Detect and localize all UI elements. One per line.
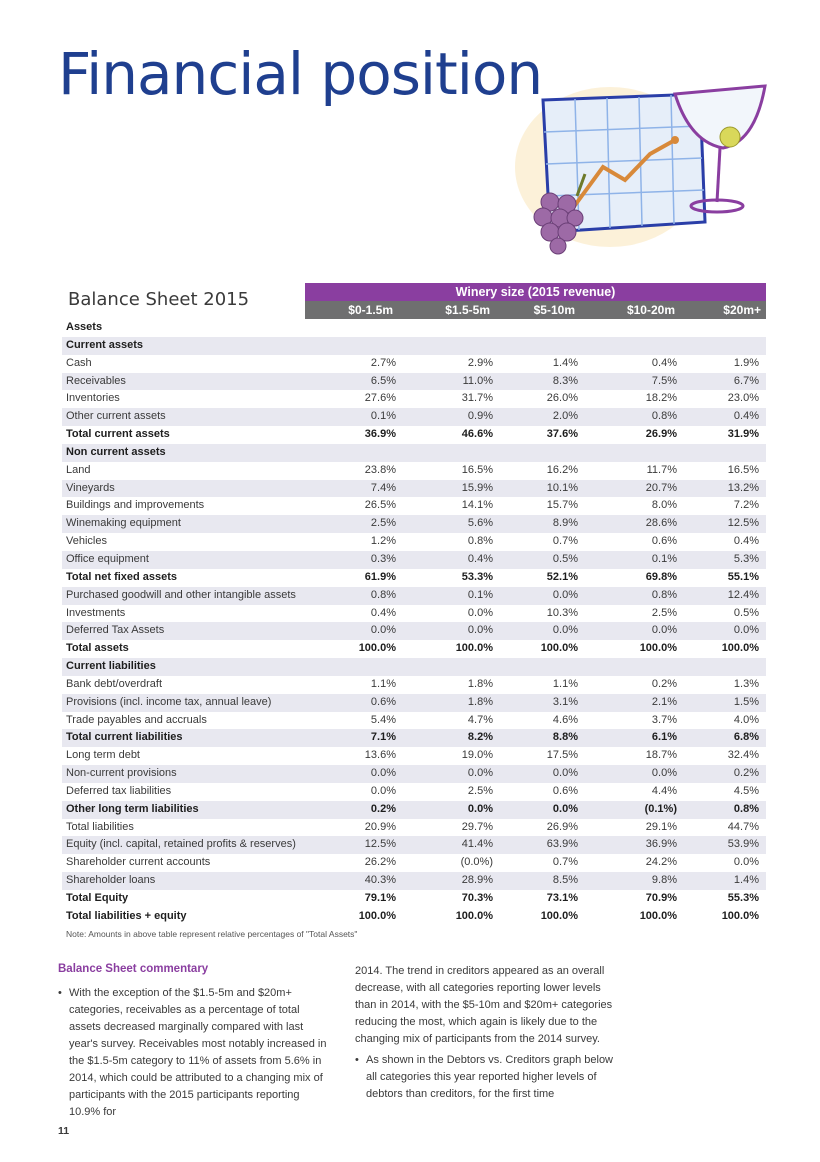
table-row [62, 729, 766, 747]
cell-value: 55.3% [727, 892, 759, 904]
cell-value: 0.0% [370, 624, 396, 637]
cell-value: 0.6% [552, 784, 578, 797]
commentary-bullet [58, 985, 333, 1121]
page-title: Financial position [58, 40, 543, 108]
cell-value: 0.7% [552, 856, 578, 869]
row-label: Non-current provisions [66, 767, 177, 780]
table-row [62, 783, 766, 801]
cell-value: 0.0% [552, 802, 578, 815]
cell-value: 0.0% [733, 856, 759, 869]
cell-value: 1.4% [552, 356, 578, 369]
commentary-bullet-text: As shown in the Debtors vs. Creditors graph below all categories this year reported higher levels of debtors than creditors, for the first time [366, 1054, 614, 1100]
table-row [62, 747, 766, 765]
cell-value: 0.4% [651, 356, 677, 369]
cell-value: 8.8% [552, 731, 578, 744]
cell-value: 8.9% [552, 517, 578, 530]
column-header: $10-20m [626, 303, 675, 317]
cell-value: 13.2% [727, 481, 759, 494]
cell-value: 100.0% [540, 909, 578, 922]
cell-value: 0.0% [651, 624, 677, 637]
cell-value: 0.2% [651, 677, 677, 690]
cell-value: 100.0% [358, 642, 396, 655]
cell-value: 26.0% [546, 392, 578, 405]
table-row [62, 337, 766, 355]
table-row [62, 622, 766, 640]
cell-value: 0.4% [733, 410, 759, 423]
cell-value: 1.3% [733, 677, 759, 690]
cell-value: 0.0% [467, 767, 493, 780]
cell-value: 1.5% [733, 695, 759, 708]
cell-value: 14.1% [461, 499, 493, 512]
row-label: Current assets [66, 338, 144, 351]
table-row [62, 497, 766, 515]
table-row [62, 587, 766, 605]
cell-value: (0.1%) [644, 802, 677, 815]
table-row [62, 533, 766, 551]
row-label: Inventories [66, 392, 120, 405]
cell-value: 15.9% [461, 481, 493, 494]
table-row [62, 373, 766, 391]
cell-value: 0.8% [651, 588, 677, 601]
cell-value: 28.9% [461, 874, 493, 887]
table-row [62, 908, 766, 926]
cell-value: 26.9% [546, 820, 578, 833]
table-row [62, 515, 766, 533]
cell-value: 0.1% [370, 410, 396, 423]
row-label: Total liabilities + equity [66, 909, 187, 922]
cell-value: 16.5% [727, 463, 759, 476]
column-header: $0-1.5m [348, 303, 393, 317]
row-label: Total current assets [66, 428, 170, 441]
cell-value: 7.4% [370, 481, 396, 494]
row-label: Deferred Tax Assets [66, 624, 165, 637]
cell-value: 26.2% [364, 856, 396, 869]
cell-value: 23.8% [364, 463, 396, 476]
cell-value: 23.0% [727, 392, 759, 405]
commentary-bullet-text: With the exception of the $1.5-5m and $20m+ categories, receivables as a percentage of total assets decreased marginally compared with last year's survey. Receivables most notably increased in the $1.5-5m category to 11% of assets from 5.6% in 2014, which could be attributed to a changing mix of participants with the 2015 participants reporting 10.9% for [69, 987, 327, 1118]
commentary-right-column [355, 963, 625, 1103]
cell-value: 73.1% [546, 892, 578, 904]
cell-value: 0.8% [651, 410, 677, 423]
cell-value: 1.8% [467, 677, 493, 690]
cell-value: 0.4% [733, 535, 759, 548]
cell-value: 69.8% [645, 570, 677, 583]
table-row [62, 569, 766, 587]
cell-value: 11.0% [462, 374, 493, 387]
cell-value: 15.7% [546, 499, 578, 512]
table-row [62, 640, 766, 658]
row-label: Vehicles [66, 535, 107, 548]
cell-value: 16.2% [546, 463, 578, 476]
cell-value: 8.0% [651, 499, 677, 512]
cell-value: 24.2% [645, 856, 677, 869]
table-row [62, 872, 766, 890]
cell-value: 0.9% [467, 410, 493, 423]
table-row [62, 819, 766, 837]
cell-value: 29.7% [461, 820, 493, 833]
cell-value: 0.3% [370, 552, 396, 565]
table-row [62, 676, 766, 694]
cell-value: 4.0% [733, 713, 759, 726]
table-row [62, 426, 766, 444]
cell-value: 100.0% [639, 909, 677, 922]
table-row [62, 355, 766, 373]
cell-value: 100.0% [455, 909, 493, 922]
table-row [62, 658, 766, 676]
table-row [62, 712, 766, 730]
column-header: $5-10m [533, 303, 575, 317]
commentary-continuation: 2014. The trend in creditors appeared as an overall decrease, with all categories reporting lower levels than in 2014, with the $5-10m and $20m+ categories reducing the most, which again is likely due to the changing mix of participants from the 2014 survey. [355, 965, 613, 1045]
table-row [62, 551, 766, 569]
cell-value: 32.4% [727, 749, 759, 762]
cell-value: 13.6% [364, 749, 396, 762]
row-label: Cash [66, 356, 92, 369]
cell-value: 8.3% [552, 374, 578, 387]
column-header: $1.5-5m [445, 303, 490, 317]
row-label: Total current liabilities [66, 731, 183, 744]
row-label: Total assets [66, 642, 129, 655]
cell-value: 7.2% [733, 499, 759, 512]
cell-value: (0.0%) [460, 856, 493, 869]
cell-value: 55.1% [727, 570, 759, 583]
cell-value: 100.0% [455, 642, 493, 655]
cell-value: 3.7% [651, 713, 677, 726]
cell-value: 100.0% [358, 909, 396, 922]
row-label: Total net fixed assets [66, 570, 178, 583]
cell-value: 0.5% [733, 606, 759, 619]
cell-value: 8.2% [467, 731, 493, 744]
row-label: Long term debt [66, 749, 140, 762]
table-row [62, 462, 766, 480]
cell-value: 0.1% [651, 552, 677, 565]
cell-value: 0.0% [467, 624, 493, 637]
cell-value: 5.4% [370, 713, 396, 726]
cell-value: 12.4% [727, 588, 759, 601]
cell-value: 20.9% [364, 820, 396, 833]
row-label: Total liabilities [66, 820, 134, 833]
cell-value: 18.7% [645, 749, 677, 762]
cell-value: 2.5% [467, 784, 493, 797]
balance-sheet-title: Balance Sheet 2015 [68, 289, 250, 310]
cell-value: 2.7% [370, 356, 396, 369]
cell-value: 0.2% [733, 767, 759, 780]
cell-value: 26.5% [364, 499, 396, 512]
row-label: Land [66, 463, 91, 476]
row-label: Non current assets [66, 445, 166, 458]
cell-value: 1.9% [733, 356, 759, 369]
cell-value: 2.1% [651, 695, 677, 708]
cell-value: 16.5% [461, 463, 493, 476]
cell-value: 0.4% [467, 552, 493, 565]
cell-value: 52.1% [546, 570, 578, 583]
cell-value: 61.9% [364, 570, 396, 583]
cell-value: 0.0% [552, 767, 578, 780]
cell-value: 31.7% [461, 392, 493, 405]
cell-value: 1.1% [370, 677, 396, 690]
table-row [62, 408, 766, 426]
cell-value: 79.1% [364, 892, 396, 904]
cell-value: 0.8% [467, 535, 493, 548]
row-label: Receivables [66, 374, 126, 387]
table-note: Note: Amounts in above table represent relative percentages of "Total Assets" [66, 929, 358, 939]
cell-value: 0.7% [552, 535, 578, 548]
row-label: Other current assets [66, 410, 166, 423]
cell-value: 0.6% [651, 535, 677, 548]
cell-value: 2.5% [651, 606, 677, 619]
cell-value: 12.5% [364, 838, 396, 851]
commentary-left-column [58, 963, 333, 1121]
table-row [62, 319, 766, 337]
cell-value: 70.9% [645, 892, 677, 904]
table-row [62, 480, 766, 498]
table-row [62, 605, 766, 623]
cell-value: 37.6% [546, 428, 578, 441]
cell-value: 4.7% [467, 713, 493, 726]
bullet-icon: • [58, 987, 62, 999]
cell-value: 63.9% [546, 838, 578, 851]
cell-value: 6.8% [733, 731, 759, 744]
cell-value: 12.5% [727, 517, 759, 530]
cell-value: 2.5% [370, 517, 396, 530]
table-row [62, 890, 766, 908]
row-label: Shareholder loans [66, 874, 156, 887]
cell-value: 0.0% [552, 624, 578, 637]
row-label: Purchased goodwill and other intangible assets [66, 588, 296, 601]
cell-value: 17.5% [546, 749, 578, 762]
cell-value: 0.0% [651, 767, 677, 780]
cell-value: 0.0% [370, 784, 396, 797]
table-row [62, 801, 766, 819]
cell-value: 0.2% [370, 802, 396, 815]
cell-value: 10.3% [546, 606, 578, 619]
table-row [62, 444, 766, 462]
cell-value: 7.1% [370, 731, 396, 744]
cell-value: 100.0% [540, 642, 578, 655]
cell-value: 1.2% [370, 535, 396, 548]
row-label: Winemaking equipment [66, 517, 181, 530]
row-label: Current liabilities [66, 660, 156, 673]
cell-value: 40.3% [364, 874, 396, 887]
cell-value: 36.9% [364, 428, 396, 441]
cell-value: 0.8% [733, 802, 759, 815]
row-label: Total Equity [66, 892, 129, 904]
row-label: Deferred tax liabilities [66, 784, 172, 797]
cell-value: 100.0% [639, 642, 677, 655]
cell-value: 5.6% [467, 517, 493, 530]
cell-value: 5.3% [733, 552, 759, 565]
table-row [62, 836, 766, 854]
cell-value: 4.4% [651, 784, 677, 797]
cell-value: 46.6% [461, 428, 493, 441]
cell-value: 28.6% [645, 517, 677, 530]
cell-value: 0.0% [370, 767, 396, 780]
row-label: Investments [66, 606, 126, 619]
row-label: Trade payables and accruals [66, 713, 207, 726]
cell-value: 100.0% [721, 642, 759, 655]
cell-value: 0.1% [467, 588, 493, 601]
cell-value: 7.5% [651, 374, 677, 387]
cell-value: 4.5% [733, 784, 759, 797]
cell-value: 2.9% [467, 356, 493, 369]
row-label: Assets [66, 321, 103, 333]
cell-value: 1.8% [467, 695, 493, 708]
cell-value: 20.7% [645, 481, 677, 494]
cell-value: 3.1% [552, 695, 578, 708]
cell-value: 0.4% [370, 606, 396, 619]
cell-value: 26.9% [645, 428, 677, 441]
row-label: Bank debt/overdraft [66, 677, 163, 690]
winery-size-group-header: Winery size (2015 revenue) [305, 283, 766, 301]
cell-value: 9.8% [651, 874, 677, 887]
cell-value: 27.6% [364, 392, 396, 405]
cell-value: 29.1% [645, 820, 677, 833]
cell-value: 44.7% [727, 820, 759, 833]
commentary-heading: Balance Sheet commentary [58, 963, 209, 975]
cell-value: 0.8% [370, 588, 396, 601]
cell-value: 100.0% [721, 909, 759, 922]
cell-value: 18.2% [645, 392, 677, 405]
row-label: Provisions (incl. income tax, annual leave) [66, 695, 272, 708]
cell-value: 0.0% [467, 802, 493, 815]
row-label: Office equipment [66, 552, 149, 565]
commentary-bullet [355, 1052, 625, 1103]
table-row [62, 854, 766, 872]
cell-value: 19.0% [461, 749, 493, 762]
cell-value: 0.0% [467, 606, 493, 619]
cell-value: 8.5% [552, 874, 578, 887]
cell-value: 4.6% [552, 713, 578, 726]
cell-value: 6.7% [733, 374, 759, 387]
cell-value: 53.9% [727, 838, 759, 851]
cell-value: 1.1% [552, 677, 578, 690]
row-label: Shareholder current accounts [66, 856, 211, 869]
page-number: 11 [58, 1125, 70, 1137]
row-label: Other long term liabilities [66, 802, 199, 815]
cell-value: 1.4% [733, 874, 759, 887]
cell-value: 11.7% [646, 463, 677, 476]
cell-value: 53.3% [461, 570, 493, 583]
column-header: $20m+ [723, 303, 761, 317]
table-row [62, 694, 766, 712]
row-label: Vineyards [66, 481, 115, 494]
table-row [62, 765, 766, 783]
cell-value: 0.0% [552, 588, 578, 601]
cell-value: 70.3% [461, 892, 493, 904]
cell-value: 2.0% [552, 410, 578, 423]
balance-sheet-table [62, 319, 766, 926]
cell-value: 0.5% [552, 552, 578, 565]
cell-value: 6.5% [370, 374, 396, 387]
chart-glass-grapes-illustration [515, 72, 780, 267]
cell-value: 31.9% [727, 428, 759, 441]
cell-value: 10.1% [546, 481, 578, 494]
table-row [62, 390, 766, 408]
cell-value: 0.6% [370, 695, 396, 708]
cell-value: 6.1% [651, 731, 677, 744]
row-label: Equity (incl. capital, retained profits & reserves) [66, 838, 296, 851]
cell-value: 0.0% [733, 624, 759, 637]
cell-value: 36.9% [645, 838, 677, 851]
row-label: Buildings and improvements [66, 499, 205, 512]
cell-value: 41.4% [461, 838, 493, 851]
bullet-icon: • [355, 1054, 359, 1066]
column-header-row [305, 301, 766, 319]
